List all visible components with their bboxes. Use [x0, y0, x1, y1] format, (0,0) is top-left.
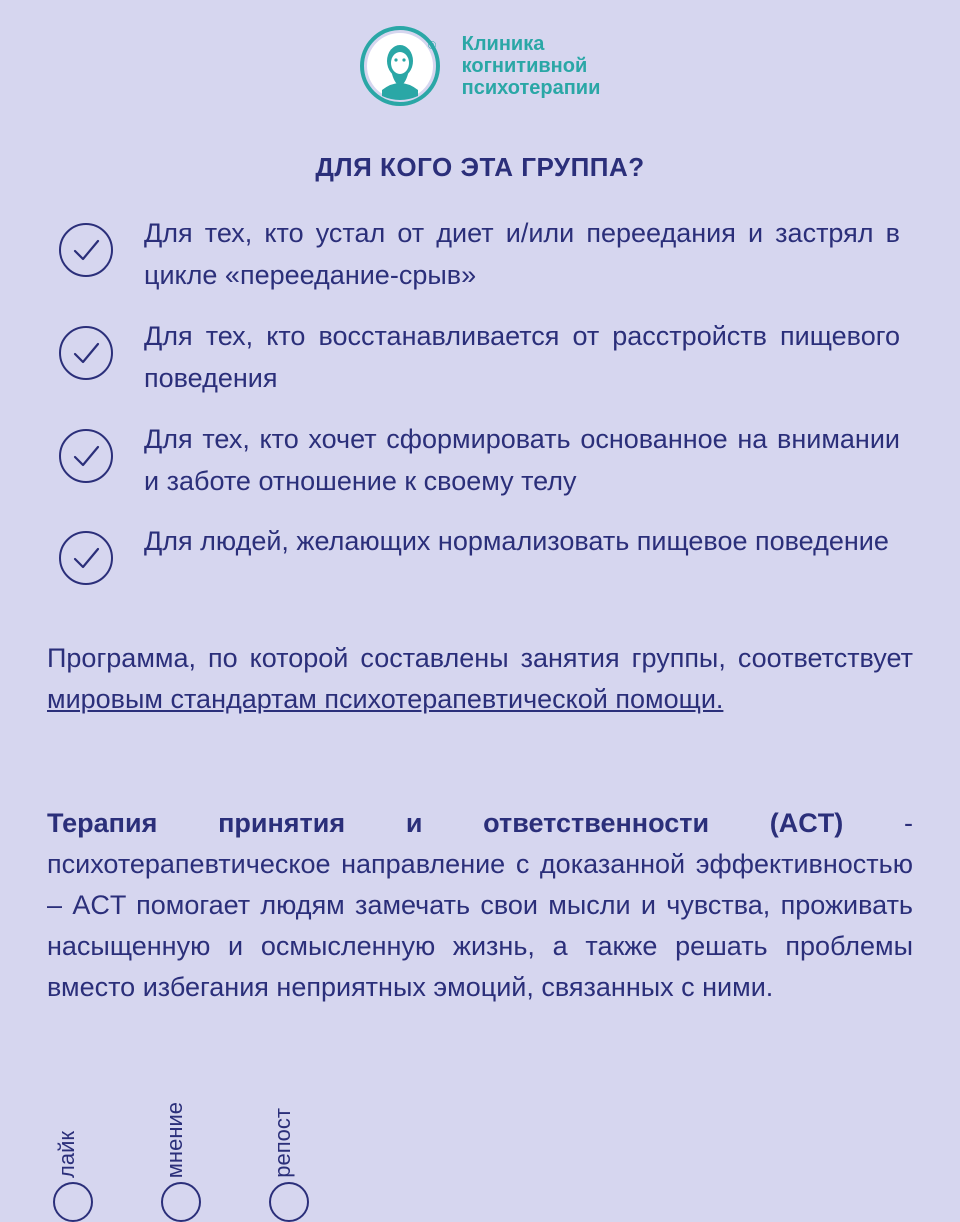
- like-circle-icon[interactable]: [53, 1182, 93, 1222]
- action-bar: [0, 1060, 960, 1200]
- list-item-text: Для тех, кто хочет сформировать основанное на внимании и заботе отношение к своему телу: [144, 424, 900, 496]
- program-text: Программа, по которой составлены занятия группы, соответствует: [47, 643, 913, 673]
- act-paragraph: [47, 803, 913, 1008]
- repost-circle-icon[interactable]: [269, 1182, 309, 1222]
- list-item-text: Для тех, кто восстанавливается от расстройств пищевого поведения: [144, 321, 900, 393]
- checkmark-circle-icon: [58, 325, 114, 381]
- like-label[interactable]: лайк: [54, 1131, 79, 1178]
- act-description: - психотерапевтическое направление с доказанной эффективностью – ACT помогает людям замечать свои мысли и чувства, проживать насыщенную и осмысленную жизнь, а также решать проблемы вместо избегания неприятных эмоций, связанных с ними.: [47, 808, 913, 1002]
- program-paragraph: [47, 638, 913, 720]
- brand-name: [462, 33, 601, 99]
- repost-label[interactable]: репост: [270, 1108, 295, 1178]
- list-item-text: Для людей, желающих нормализовать пищевое поведение: [144, 526, 889, 556]
- page-title: ДЛЯ КОГО ЭТА ГРУППА?: [315, 152, 645, 182]
- checkmark-circle-icon: [58, 222, 114, 278]
- header: [0, 18, 960, 114]
- act-term: Терапия принятия и ответственности (ACT): [47, 808, 844, 838]
- registered-mark: ®: [428, 40, 437, 52]
- list-item-text: Для тех, кто устал от диет и/или переедания и застрял в цикле «переедание-срыв»: [144, 218, 900, 290]
- brand-line-3: психотерапии: [461, 77, 601, 99]
- portrait-logo-icon: [360, 26, 440, 106]
- opinion-label[interactable]: мнение: [162, 1101, 187, 1178]
- opinion-circle-icon[interactable]: [161, 1182, 201, 1222]
- brand-line-1: Клиника: [461, 33, 545, 55]
- checkmark-circle-icon: [58, 428, 114, 484]
- checkmark-circle-icon: [58, 530, 114, 586]
- brand-line-2: когнитивной: [461, 55, 588, 77]
- standards-link[interactable]: мировым стандартам психотерапевтической помощи.: [47, 684, 724, 714]
